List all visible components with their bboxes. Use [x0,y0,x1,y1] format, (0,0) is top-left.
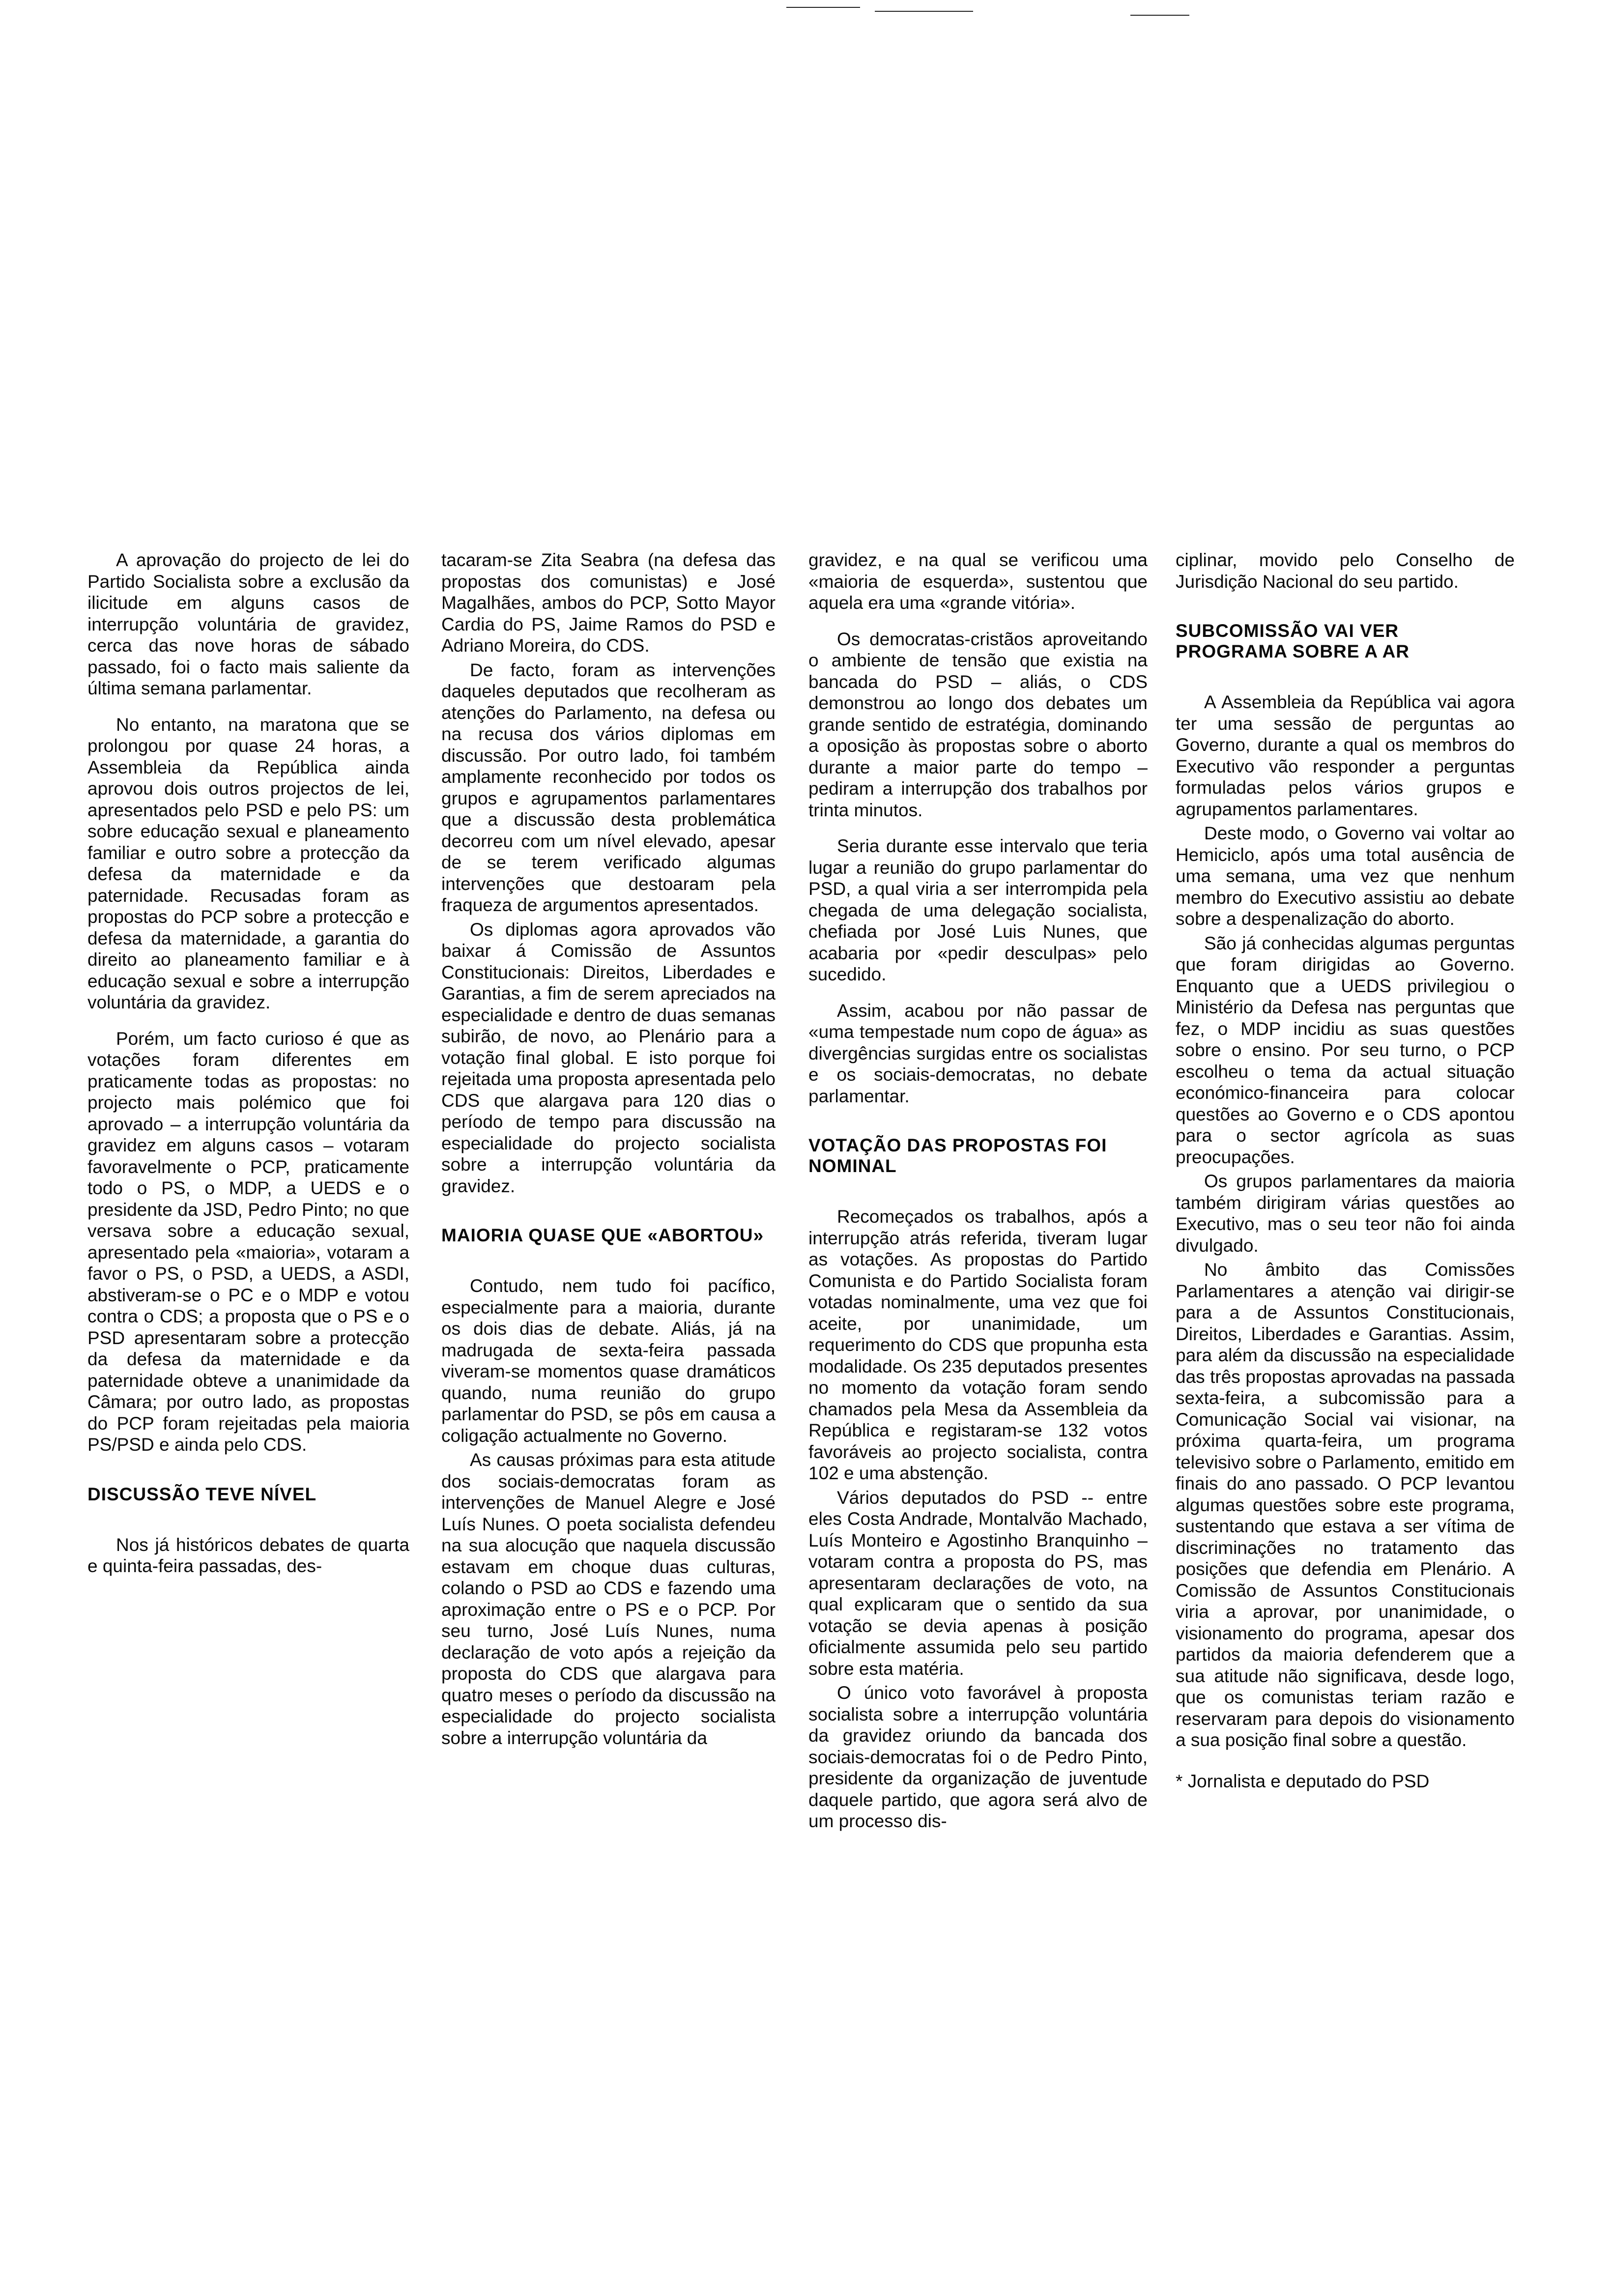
article-paragraph: Os grupos parlamentares da maioria também dirigiram várias questões ao Executivo, mas o seu teor não foi ainda divulgado. [1176,1171,1515,1256]
article-paragraph: gravidez, e na qual se verificou uma «maioria de esquerda», sustentou que aquela era uma «grande vitória». [808,550,1148,613]
article-paragraph: Os diplomas agora aprovados vão baixar á Comissão de Assuntos Constitucionais: Direitos, Liberdades e Garantias, a fim de serem apreciados na especialidade e dentro de duas semanas subirão, de novo, ao Plenário para a votação final global. E isto porque foi rejeitada uma proposta apresentada pelo CDS que alargava para 120 dias o período de tempo para discussão na especialidade do projecto socialista sobre a interrupção voluntária da gravidez. [441,919,776,1196]
scan-mark [875,11,973,12]
article-paragraph: Os democratas-cristãos aproveitando o ambiente de tensão que existia na bancada do PSD – aliás, o CDS demonstrou ao longo dos debates um grande sentido de estratégia, dominando a oposição às propostas sobre o aborto durante a maior parte do tempo – pediram a interrupção dos trabalhos por trinta minutos. [808,629,1148,820]
article-paragraph: O único voto favorável à proposta socialista sobre a interrupção voluntária da gravidez oriundo da bancada dos sociais-democratas foi o de Pedro Pinto, presidente da organização de juventude daquele partido, que agora será alvo de um processo dis- [808,1683,1148,1831]
article-paragraph: Contudo, nem tudo foi pacífico, especialmente para a maioria, durante os dois dias de debate. Aliás, já na madrugada de sexta-feira passada viveram-se momentos quase dramáticos quando, numa reunião do grupo parlamentar do PSD, se pôs em causa a coligação actualmente no Governo. [441,1276,776,1446]
article-paragraph: Porém, um facto curioso é que as votações foram diferentes em praticamente todas as propostas: no projecto mais polémico que foi aprovado – a interrupção voluntária da gravidez em alguns casos – votaram favoravelmente o PCP, praticamente todo o PS, o MDP, a UEDS e o presidente da JSD, Pedro Pinto; no que versava sobre a educação sexual, apresentado pela «maioria», votaram a favor o PS, o PSD, a UEDS, a ASDI, abstiveram-se o PC e o MDP e votou contra o CDS; a proposta que o PS e o PSD apresentaram sobre a protecção da defesa da maternidade e da paternidade obteve a unanimidade da Câmara; por outro lado, as propostas do PCP foram rejeitadas pela maioria PS/PSD e ainda pelo CDS. [87,1028,409,1455]
article-paragraph: ciplinar, movido pelo Conselho de Jurisdição Nacional do seu partido. [1176,550,1515,592]
article-paragraph: A aprovação do projecto de lei do Partido Socialista sobre a exclusão da ilicitude em alguns casos de interrupção voluntária de gravidez, cerca das nove horas de sábado passado, foi o facto mais saliente da última semana parlamentar. [87,550,409,698]
article-paragraph: São já conhecidas algumas perguntas que foram dirigidas ao Governo. Enquanto que a UEDS privilegiou o Ministério da Defesa nas perguntas que fez, o MDP incidiu as suas questões sobre o ensino. Por seu turno, o PCP escolheu o tema da actual situação económico-financeira para colocar questões ao Governo e o CDS apontou para o sector agrícola as suas preocupações. [1176,933,1515,1167]
section-heading: VOTAÇÃO DAS PROPOSTAS FOI NOMINAL [808,1135,1107,1176]
section-heading: DISCUSSÃO TEVE NÍVEL [87,1484,317,1504]
section-heading: SUBCOMISSÃO VAI VER PROGRAMA SOBRE A AR [1176,621,1410,661]
article-paragraph: tacaram-se Zita Seabra (na defesa das propostas dos comunistas) e José Magalhães, ambos do PCP, Sotto Mayor Cardia do PS, Jaime Ramos do PSD e Adriano Moreira, do CDS. [441,550,776,656]
article-paragraph: No âmbito das Comissões Parlamentares a atenção vai dirigir-se para a de Assuntos Constitucionais, Direitos, Liberdades e Garantias. Assim, para além da discussão na especialidade das três propostas aprovadas na passada sexta-feira, a subcomissão para a Comunicação Social vai visionar, na próxima quarta-feira, um programa televisivo sobre o Parlamento, emitido em finais do ano passado. O PCP levantou algumas questões sobre este programa, sustentando que estava a ser vítima de discriminações no tratamento das posições que defendia em Plenário. A Comissão de Assuntos Constitucionais viria a aprovar, por unanimidade, o visionamento do programa, apesar dos partidos da maioria defenderem que a sua atitude não significava, desde logo, que os comunistas teriam razão e reservaram para depois do visionamento a sua posição final sobre a questão. [1176,1260,1515,1750]
article-column-3 [808,549,1148,1847]
scan-mark [786,7,860,8]
article-paragraph: De facto, foram as intervenções daqueles deputados que recolheram as atenções do Parlamento, na defesa ou na recusa dos vários diplomas em discussão. Por outro lado, foi também amplamente reconhecido por todos os grupos e agrupamentos parlamentares que a discussão desta problemática decorreu com um nível elevado, apesar de se terem verificado algumas intervenções que destoaram pela fraqueza de argumentos apresentados. [441,660,776,915]
article-paragraph: A Assembleia da República vai agora ter uma sessão de perguntas ao Governo, durante a qual os membros do Executivo vão responder a perguntas formuladas pelos vários grupos e agrupamentos parlamentares. [1176,692,1515,819]
author-footnote: * Jornalista e deputado do PSD [1176,1771,1430,1791]
article-paragraph: Nos já históricos debates de quarta e quinta-feira passadas, des- [87,1534,409,1576]
article-column-4 [1176,549,1515,1807]
article-paragraph: Recomeçados os trabalhos, após a interrupção atrás referida, tiveram lugar as votações. As propostas do Partido Comunista e do Partido Socialista foram votadas nominalmente, uma vez que foi aceite, por unanimidade, um requerimento do CDS que propunha esta modalidade. Os 235 deputados presentes no momento da votação foram sendo chamados pela Mesa da Assembleia da República e registaram-se 132 votos favoráveis ao projecto socialista, contra 102 e uma abstenção. [808,1206,1148,1483]
scan-mark [1130,15,1189,16]
article-paragraph: Vários deputados do PSD -- entre eles Costa Andrade, Montalvão Machado, Luís Monteiro e Agostinho Branquinho – votaram contra a proposta do PS, mas apresentaram declarações de voto, na qual explicaram que o sentido da sua votação se devia apenas à posição oficialmente assumida pelo seu partido sobre esta matéria. [808,1487,1148,1679]
article-paragraph: Deste modo, o Governo vai voltar ao Hemiciclo, após uma total ausência de uma semana, uma vez que nenhum membro do Executivo assistiu ao debate sobre a despenalização do aborto. [1176,823,1515,929]
article-paragraph: As causas próximas para esta atitude dos sociais-democratas foram as intervenções de Manuel Alegre e José Luís Nunes. O poeta socialista defendeu na sua alocução que naquela discussão estavam em choque duas culturas, colando o PSD ao CDS e fazendo uma aproximação entre o PS e o PCP. Por seu turno, José Luís Nunes, numa declaração de voto após a rejeição da proposta do CDS que alargava para quatro meses o período da discussão na especialidade do projecto socialista sobre a interrupção voluntária da [441,1450,776,1748]
article-paragraph: Assim, acabou por não passar de «uma tempestade num copo de água» as divergências surgidas entre os socialistas e os sociais-democratas, no debate parlamentar. [808,1000,1148,1106]
article-paragraph: Seria durante esse intervalo que teria lugar a reunião do grupo parlamentar do PSD, a qual viria a ser interrompida pela chegada de uma delegação socialista, chefiada por José Luis Nunes, que acabaria por «pedir desculpas» pelo sucedido. [808,836,1148,984]
section-heading: MAIORIA QUASE QUE «ABORTOU» [441,1225,764,1245]
article-paragraph: No entanto, na maratona que se prolongou por quase 24 horas, a Assembleia da República ainda aprovou dois outros projectos de lei, apresentados pelo PSD e pelo PS: um sobre educação sexual e planeamento familiar e outro sobre a protecção da defesa da maternidade e da paternidade. Recusadas foram as propostas do PCP sobre a protecção e defesa da maternidade, a garantia do direito ao planeamento familiar e à educação sexual e sobre a interrupção voluntária da gravidez. [87,714,409,1012]
article-column-2 [441,549,776,1763]
article-column-1 [87,549,409,1592]
